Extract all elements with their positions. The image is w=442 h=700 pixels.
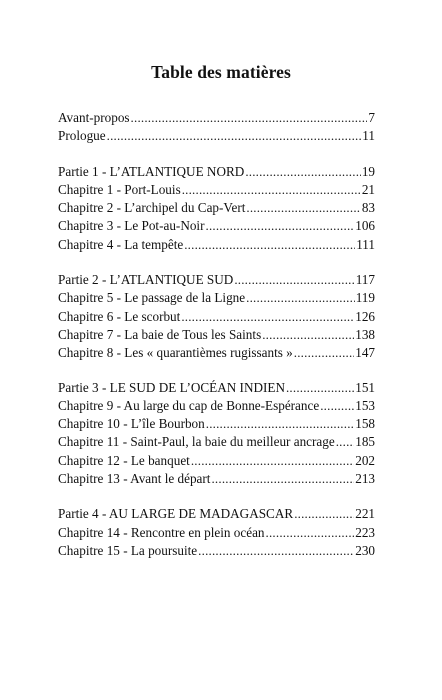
toc-entry bbox=[58, 433, 375, 451]
toc-entry bbox=[58, 127, 375, 145]
toc-entry bbox=[58, 199, 375, 217]
toc-entry bbox=[58, 236, 375, 254]
toc-entry-page-number: 185 bbox=[355, 434, 375, 450]
toc-entry bbox=[58, 524, 375, 542]
dot-leader bbox=[286, 379, 354, 397]
dot-leader bbox=[184, 236, 355, 254]
page-title: Table des matières bbox=[151, 62, 291, 82]
toc-entry-page-number: 230 bbox=[355, 542, 375, 558]
toc-entry-title: Partie 1 - L’ATLANTIQUE NORD bbox=[58, 163, 245, 179]
dot-leader bbox=[191, 452, 354, 470]
toc-entry-title: Chapitre 3 - Le Pot-au-Noir bbox=[58, 218, 205, 234]
dot-leader bbox=[294, 505, 354, 523]
dot-leader bbox=[294, 344, 354, 362]
toc-entry-title: Chapitre 6 - Le scorbut bbox=[58, 308, 181, 324]
toc-entry-title: Chapitre 9 - Au large du cap de Bonne-Espérance bbox=[58, 397, 320, 413]
toc-entry-title: Partie 3 - LE SUD DE L’OCÉAN INDIEN bbox=[58, 379, 285, 395]
toc-entry bbox=[58, 326, 375, 344]
toc-entry-title: Chapitre 4 - La tempête bbox=[58, 236, 184, 252]
dot-leader bbox=[211, 470, 354, 488]
toc-entry-title: Partie 4 - AU LARGE DE MADAGASCAR bbox=[58, 506, 294, 522]
toc-entry-title: Chapitre 8 - Les « quarantièmes rugissants » bbox=[58, 345, 293, 361]
toc-entry-title: Chapitre 12 - Le banquet bbox=[58, 452, 190, 468]
toc-entry bbox=[58, 181, 375, 199]
toc-entry-page-number: 111 bbox=[356, 236, 375, 252]
dot-leader bbox=[131, 109, 368, 127]
toc-section bbox=[58, 109, 375, 146]
toc-entry-title: Chapitre 14 - Rencontre en plein océan bbox=[58, 524, 265, 540]
toc-entry-title: Chapitre 15 - La poursuite bbox=[58, 542, 198, 558]
toc-entry-page-number: 106 bbox=[355, 218, 375, 234]
toc-entry-page-number: 147 bbox=[355, 345, 375, 361]
dot-leader bbox=[266, 524, 355, 542]
toc-entry bbox=[58, 308, 375, 326]
toc-entry-page-number: 19 bbox=[361, 163, 375, 179]
toc-entry-page-number: 7 bbox=[368, 110, 375, 125]
toc-entry bbox=[58, 452, 375, 470]
toc-entry-page-number: 83 bbox=[361, 200, 375, 216]
toc-entry-title: Chapitre 1 - Port-Louis bbox=[58, 181, 181, 197]
toc-entry-page-number: 158 bbox=[355, 416, 375, 432]
toc-entry bbox=[58, 415, 375, 433]
toc-entry bbox=[58, 271, 375, 289]
toc-entry bbox=[58, 217, 375, 235]
toc-entry-page-number: 213 bbox=[355, 471, 375, 487]
toc-entry bbox=[58, 505, 375, 523]
dot-leader bbox=[206, 415, 354, 433]
toc-entry-page-number: 153 bbox=[355, 397, 375, 413]
toc-entry-title: Prologue bbox=[58, 128, 106, 144]
toc-entry bbox=[58, 397, 375, 415]
toc-entry-title: Partie 2 - L’ATLANTIQUE SUD bbox=[58, 272, 234, 288]
toc-section bbox=[58, 379, 375, 489]
toc-entry bbox=[58, 289, 375, 307]
toc-entry-page-number: 119 bbox=[355, 290, 375, 306]
toc-entry-title: Chapitre 5 - Le passage de la Ligne bbox=[58, 290, 246, 306]
dot-leader bbox=[107, 127, 362, 145]
dot-leader bbox=[245, 163, 361, 181]
dot-leader bbox=[234, 271, 354, 289]
toc-entry-page-number: 117 bbox=[355, 272, 375, 288]
toc-section bbox=[58, 505, 375, 560]
toc-entry bbox=[58, 542, 375, 560]
toc-entry bbox=[58, 344, 375, 362]
toc-entry-page-number: 221 bbox=[355, 506, 375, 522]
toc-entry-page-number: 151 bbox=[355, 379, 375, 395]
toc-entry-title: Chapitre 10 - L’île Bourbon bbox=[58, 416, 205, 432]
dot-leader bbox=[246, 289, 355, 307]
toc-entry-page-number: 223 bbox=[355, 524, 375, 540]
dot-leader bbox=[182, 181, 361, 199]
toc-entry bbox=[58, 379, 375, 397]
toc-entry-page-number: 126 bbox=[355, 308, 375, 324]
toc-section bbox=[58, 271, 375, 362]
toc-entry-page-number: 21 bbox=[361, 181, 375, 197]
dot-leader bbox=[320, 397, 354, 415]
toc-entry bbox=[58, 109, 375, 127]
dot-leader bbox=[181, 308, 354, 326]
toc-entry-title: Chapitre 7 - La baie de Tous les Saints bbox=[58, 326, 262, 342]
toc-entry-title: Chapitre 13 - Avant le départ bbox=[58, 471, 211, 487]
dot-leader bbox=[262, 326, 354, 344]
toc-entry bbox=[58, 470, 375, 488]
toc-section bbox=[58, 163, 375, 254]
toc-entry bbox=[58, 163, 375, 181]
toc-entry-title: Chapitre 2 - L’archipel du Cap-Vert bbox=[58, 200, 246, 216]
table-of-contents bbox=[58, 109, 375, 577]
dot-leader bbox=[206, 217, 355, 235]
toc-entry-page-number: 202 bbox=[355, 452, 375, 468]
toc-entry-page-number: 138 bbox=[355, 326, 375, 342]
dot-leader bbox=[198, 542, 354, 560]
dot-leader bbox=[246, 199, 360, 217]
toc-entry-title: Chapitre 11 - Saint-Paul, la baie du meilleur ancrage bbox=[58, 434, 335, 450]
dot-leader bbox=[336, 433, 355, 451]
toc-entry-title: Avant-propos bbox=[58, 110, 130, 125]
toc-entry-page-number: 11 bbox=[362, 128, 375, 144]
